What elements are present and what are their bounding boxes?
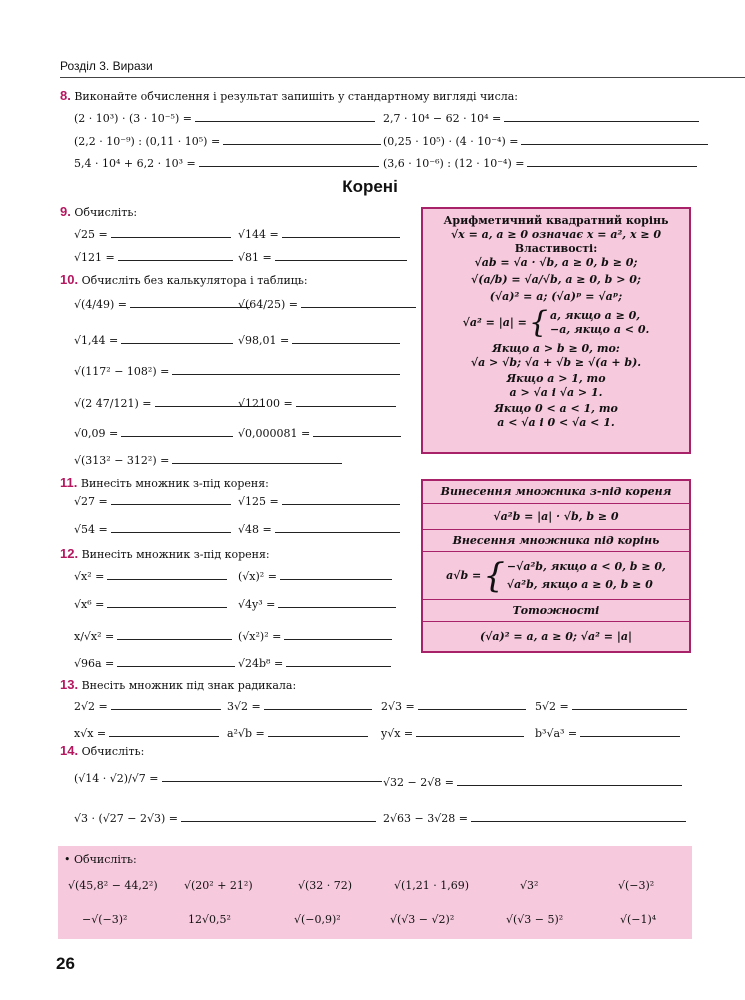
text-label: (√14 · √2)/√7 = [74,772,159,785]
task-10-item [74,334,233,347]
task-8-heading [60,88,518,103]
bottom-title: • Обчисліть: [64,853,137,866]
task-11-item [238,523,400,536]
text-label: 9. [60,204,71,219]
box-heading: Винесення множника з-під кореня [440,485,672,498]
expression: √(−3)² [618,879,655,892]
task-10-item [74,298,250,311]
text-label: √x⁶ = [74,598,105,611]
text-label: 2,7 · 10⁴ − 62 · 10⁴ = [383,112,502,125]
expression: √3² [520,879,539,892]
task-10-item [238,298,416,311]
task-13-item [74,700,221,713]
text-label: √4y³ = [238,598,276,611]
task-14-heading [60,743,144,758]
task-12-item [238,598,396,611]
text-label: √(2 47/121) = [74,397,152,410]
task-text: Виконайте обчислення і результат запишіть у стандартному вигляді числа: [74,90,519,103]
text-label: √1,44 = [74,334,119,347]
text-label: (√a)² = a, a ≥ 0; √a² = |a| [423,621,689,651]
text-label: (3,6 · 10⁻⁶) : (12 · 10⁻⁴) = [383,157,525,170]
text-label: √25 = [74,228,108,241]
text-label: 11. [60,475,78,490]
text-label: 14. [60,743,79,758]
text-label: √98,01 = [238,334,290,347]
task-14-item [74,812,376,825]
task-13-item [381,700,526,713]
text-label: 10. [60,272,79,287]
box-heading: Тотожності [423,599,689,621]
text-label: (√x²)² = [238,630,282,643]
text-label: (√a)² = a; (√a)ᵖ = √aᵖ; [489,290,623,303]
text-label: √a² = |a| = [462,316,527,329]
text-label: Якщо a > 1, то [506,372,606,385]
text-label: √(313² − 312²) = [74,454,170,467]
page-title: Корені [342,177,398,196]
text-label: √32 − 2√8 = [383,776,454,789]
task-10-item [238,397,396,410]
text-label: √48 = [238,523,272,536]
header-divider [60,77,745,78]
expression: √(20² + 21²) [184,879,253,892]
task-12-heading [60,546,270,561]
task-13-item [381,727,524,740]
text-label: −√a²b, якщо a < 0, b ≥ 0, [506,559,666,573]
task-9-item [74,228,231,241]
box-title: Арифметичний квадратний корінь [443,214,669,227]
text-label: √54 = [74,523,108,536]
task-9-item [238,228,400,241]
text-label: 12. [60,546,79,561]
task-12-item [74,598,227,611]
text-label: √ab = √a · √b, a ≥ 0, b ≥ 0; [474,256,638,269]
text-label: 2√3 = [381,700,415,713]
task-12-item [238,570,392,583]
box-heading: Внесення множника під корінь [423,529,689,551]
expression: √(45,8² − 44,2²) [68,879,158,892]
text-label: (2 · 10³) · (3 · 10⁻⁵) = [74,112,192,125]
page-number: 26 [56,954,75,973]
task-11-item [74,523,231,536]
text-label: Винесіть множник з-під кореня: [81,548,270,561]
text-label: √96a = [74,657,115,670]
task-12-item [238,657,391,670]
text-label: √144 = [238,228,279,241]
text-label: Внесіть множник під знак радикала: [81,679,297,692]
text-label: x/√x² = [74,630,115,643]
task-13-item [227,727,368,740]
text-label: √12100 = [238,397,293,410]
task-10-heading [60,272,308,287]
task-10-item [74,454,342,467]
task-11-heading [60,475,269,490]
text-label: (0,25 · 10⁵) · (4 · 10⁻⁴) = [383,135,519,148]
root-properties-box: Арифметичний квадратний корінь √x = a, a ≥ 0 означає x = a², x ≥ 0 Властивості: √ab = √a · √b, a ≥ 0, b ≥ 0; √(a/b) = √a/√b, a ≥ 0, b > 0; (√a)² = a; (√a)ᵖ = √aᵖ; √a² = |a| = { a, якщо a ≥ 0, −a, якщо a < 0. Якщо a > b ≥ 0, то: √a > √b; √a + √b ≥ √(a + b). Якщо a > 1, то a > √a і √a > 1. Якщо 0 < a < 1, то a < √a і 0 < √a < 1. [421,207,691,454]
text-label: a > √a і √a > 1. [509,386,603,399]
expression: √(√3 − 5)² [506,913,564,926]
text-label: a < √a і 0 < √a < 1. [497,416,615,429]
task-10-item [74,365,400,378]
text-label: √a²b, якщо a ≥ 0, b ≥ 0 [506,577,653,591]
text-label: √125 = [238,495,279,508]
text-label: √x = a, a ≥ 0 означає x = a², x ≥ 0 [450,228,662,241]
task-12-item [74,657,235,670]
text-label: √x² = [74,570,105,583]
text-label: Обчисліть: [74,206,138,219]
expression: √(−1)⁴ [620,913,657,926]
task-8-item [383,157,697,170]
text-label: 5√2 = [535,700,569,713]
task-number: 8. [60,88,71,103]
task-8-item [74,157,379,170]
task-8-item [383,135,708,148]
task-8-item [74,112,375,125]
task-12-item [74,630,232,643]
task-14-item [383,776,682,789]
factor-rules-box: Винесення множника з-під кореня √a²b = |a| · √b, b ≥ 0 Внесення множника під корінь a√b = { −√a²b, якщо a < 0, b ≥ 0, √a²b, якщо a ≥ 0, b ≥ 0 Тотожності (√a)² = a, a ≥ 0; √a² = |a| [421,479,691,653]
task-11-item [238,495,400,508]
text-label: Обчисліть без калькулятора і таблиць: [81,274,308,287]
task-13-item [535,727,680,740]
task-11-item [74,495,231,508]
text-label: (√x)² = [238,570,277,583]
task-10-item [238,427,401,440]
expression: 12√0,5² [188,913,231,926]
text-label: √a²b = |a| · √b, b ≥ 0 [423,503,689,529]
task-13-item [74,727,219,740]
text-label: x√x = [74,727,107,740]
text-label: Обчисліть: [81,745,145,758]
task-8-item [383,112,699,125]
text-label: √0,000081 = [238,427,311,440]
text-label: √121 = [74,251,115,264]
text-label: √a > √b; √a + √b ≥ √(a + b). [470,356,642,369]
task-14-item [74,772,382,785]
text-label: √(4/49) = [74,298,128,311]
text-label: 13. [60,677,79,692]
task-9-item [74,251,233,264]
text-label: a²√b = [227,727,265,740]
task-12-item [238,630,392,643]
task-8-item [74,135,381,148]
text-label: Якщо a > b ≥ 0, то: [492,342,620,355]
task-9-item [238,251,407,264]
task-13-heading [60,677,296,692]
expression: √(1,21 · 1,69) [394,879,470,892]
task-10-item [74,427,233,440]
text-label: a, якщо a ≥ 0, [549,309,641,322]
text-label: √24b⁸ = [238,657,284,670]
task-14-item [383,812,686,825]
expression: √(32 · 72) [298,879,353,892]
expression: √(−0,9)² [294,913,341,926]
task-10-item [74,397,265,410]
text-label: 3√2 = [227,700,261,713]
text-label: √81 = [238,251,272,264]
text-label: a√b = [446,569,482,582]
bottom-exercise-panel [58,846,692,939]
text-label: Властивості: [514,242,598,255]
text-label: (2,2 · 10⁻⁹) : (0,11 · 10⁵) = [74,135,221,148]
text-label: Винесіть множник з-під кореня: [80,477,269,490]
text-label: √(a/b) = √a/√b, a ≥ 0, b > 0; [471,273,641,286]
text-label: √3 · (√27 − 2√3) = [74,812,179,825]
text-label: 2√63 − 3√28 = [383,812,468,825]
text-label: √(64/25) = [238,298,299,311]
text-label: 2√2 = [74,700,108,713]
text-label: −a, якщо a < 0. [549,323,650,336]
expression: −√(−3)² [82,913,128,926]
task-12-item [74,570,227,583]
text-label: √0,09 = [74,427,119,440]
text-label: √27 = [74,495,108,508]
text-label: 5,4 · 10⁴ + 6,2 · 10³ = [74,157,196,170]
task-10-item [238,334,400,347]
text-label: √(117² − 108²) = [74,365,170,378]
text-label: Якщо 0 < a < 1, то [494,402,618,415]
task-9-heading [60,204,137,219]
section-header: Розділ 3. Вирази [60,59,153,73]
task-13-item [227,700,372,713]
task-13-item [535,700,687,713]
expression: √(√3 − √2)² [390,913,455,926]
text-label: y√x = [381,727,414,740]
text-label: b³√a³ = [535,727,578,740]
